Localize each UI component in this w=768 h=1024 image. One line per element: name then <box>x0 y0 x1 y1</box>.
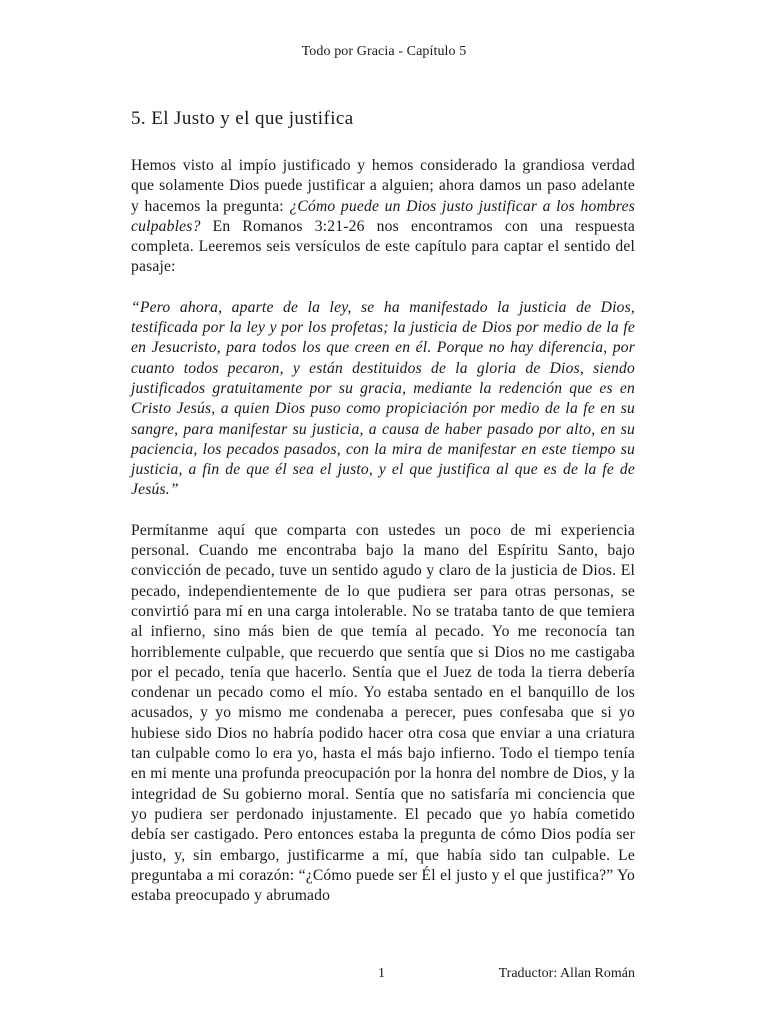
paragraph-intro <box>131 156 635 278</box>
translator-credit: Traductor: Allan Román <box>498 966 635 981</box>
chapter-title: 5. El Justo y el que justifica <box>131 108 354 129</box>
paragraph-intro-tail: En Romanos 3:21-26 nos encontramos con una respuesta completa. Leeremos seis versículos de este capítulo para captar el sentido del pasaje: <box>131 217 635 276</box>
page-number: 1 <box>378 966 385 981</box>
running-header: Todo por Gracia - Capítulo 5 <box>301 44 467 59</box>
paragraph-testimony: Permítanme aquí que comparta con ustedes un poco de mi experiencia personal. Cuando me encontraba bajo la mano del Espíritu Santo, bajo convicción de pecado, tuve un sentido agudo y claro de la justicia de Dios. El pecado, independientemente de lo que pudiera ser para otras personas, se convirtió para mí en una carga intolerable. No se trataba tanto de que temiera al infierno, sino más bien de que temía al pecado. Yo me reconocía tan horriblemente culpable, que recuerdo que sentía que si Dios no me castigaba por el pecado, tenía que hacerlo. Sentía que el Juez de toda la tierra debería condenar un pecado como el mío. Yo estaba sentado en el banquillo de los acusados, y yo mismo me condenaba a perecer, pues confesaba que si yo hubiese sido Dios no habría podido hacer otra cosa que enviar a una criatura tan culpable como lo era yo, hasta el más bajo infierno. Todo el tiempo tenía en mi mente una profunda preocupación por la honra del nombre de Dios, y la integridad de Su gobierno moral. Sentía que no satisfaría mi conciencia que yo pudiera ser perdonado injustamente. El pecado que yo había cometido debía ser castigado. Pero entonces estaba la pregunta de cómo Dios podía ser justo, y, sin embargo, justificarme a mí, que había sido tan culpable. Le preguntaba a mi corazón: “¿Cómo puede ser Él el justo y el que justifica?” Yo estaba preocupado y abrumado <box>131 521 635 905</box>
paragraph-intro-lead: Hemos visto al impío justificado y hemos considerado la grandiosa verdad que solamente Dios puede justificar a alguien; ahora damos un paso adelante y hacemos la pregunta: <box>131 157 635 215</box>
scripture-quote: “Pero ahora, aparte de la ley, se ha manifestado la justicia de Dios, testificada por la ley y por los profetas; la justicia de Dios por medio de la fe en Jesucristo, para todos los que creen en él. Porque no hay diferencia, por cuanto todos pecaron, y están destituidos de la gloria de Dios, siendo justificados gratuitamente por su gracia, mediante la redención que es en Cristo Jesús, a quien Dios puso como propiciación por medio de la fe en su sangre, para manifestar su justicia, a causa de haber pasado por alto, en su paciencia, los pecados pasados, con la mira de manifestar en este tiempo su justicia, a fin de que él sea el justo, y el que justifica al que es de la fe de Jesús.” <box>131 298 635 499</box>
paragraph-intro-question: ¿Cómo puede un Dios justo justificar a los hombres culpables? <box>131 197 635 235</box>
page-body <box>131 108 635 926</box>
